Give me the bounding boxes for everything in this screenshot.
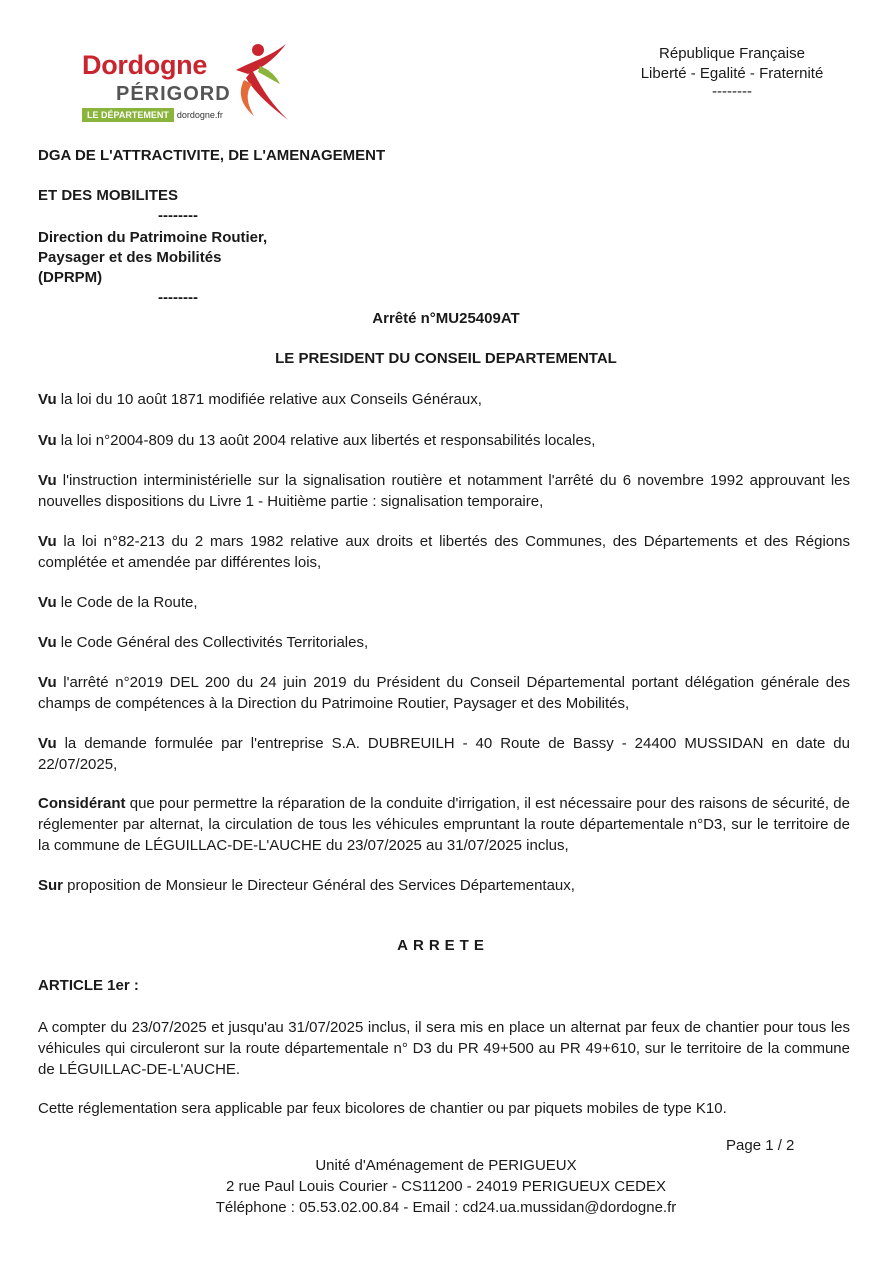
- consideration-lead: Considérant: [38, 795, 126, 812]
- logo-band: [82, 108, 223, 122]
- republic-motto: Liberté - Egalité - Fraternité: [640, 65, 824, 82]
- article-1-title: ARTICLE 1er :: [38, 977, 139, 994]
- consideration-text: l'instruction interministérielle sur la signalisation routière et notamment l'arrêté du 6 novembre 1992 approuvant les nouvelles dispositions du Livre 1 - Huitième partie : signalisation temporaire,: [38, 472, 850, 510]
- authority-title: LE PRESIDENT DU CONSEIL DEPARTEMENTAL: [275, 350, 617, 367]
- direction-line2: Paysager et des Mobilités: [38, 249, 222, 266]
- consideration-text: la loi n°2004-809 du 13 août 2004 relative aux libertés et responsabilités locales,: [56, 432, 596, 449]
- republic-separator: --------: [712, 83, 752, 100]
- consideration-text: l'arrêté n°2019 DEL 200 du 24 juin 2019 du Président du Conseil Départemental portant délégation générale des champs de compétences à la Direction du Patrimoine Routier, Paysager et des Mobilités,: [38, 674, 850, 712]
- consideration-lead: Vu: [38, 674, 57, 691]
- logo-word-dordogne: Dordogne: [82, 50, 208, 80]
- dga-title-line2: ET DES MOBILITES: [38, 187, 179, 204]
- consideration-8: [38, 733, 850, 775]
- logo-word-perigord: PÉRIGORD: [116, 83, 231, 105]
- consideration-text: le Code Général des Collectivités Territoriales,: [56, 634, 369, 651]
- republic-block: [620, 44, 844, 100]
- consideration-3: [38, 470, 850, 512]
- consideration-text: que pour permettre la réparation de la conduite d'irrigation, il est nécessaire pour des raisons de sécurité, de réglementer par alternat, la circulation de tous les véhicules empruntant la route départementale n°D3, sur le territoire de la commune de LÉGUILLAC-DE-L'AUCHE du 23/07/2025 au 31/07/2025 inclus,: [38, 795, 850, 854]
- consideration-lead: Vu: [38, 594, 57, 611]
- logo-band-label: LE DÉPARTEMENT: [82, 108, 174, 122]
- running-figure-icon: [230, 40, 290, 124]
- consideration-lead: Vu: [38, 533, 57, 550]
- republic-name: République Française: [659, 45, 805, 62]
- direction-line3: (DPRPM): [38, 269, 103, 286]
- consideration-lead: Vu: [38, 735, 57, 752]
- footer-unit: Unité d'Aménagement de PERIGUEUX: [315, 1157, 577, 1174]
- article-1-paragraph-2: Cette réglementation sera applicable par feux bicolores de chantier ou par piquets mobiles de type K10.: [38, 1100, 727, 1117]
- consideration-text: le Code de la Route,: [56, 594, 198, 611]
- consideration-text: proposition de Monsieur le Directeur Général des Services Départementaux,: [63, 877, 575, 894]
- consideration-lead: Vu: [38, 391, 57, 408]
- consideration-lead: Vu: [38, 634, 57, 651]
- consideration-2: [38, 430, 850, 451]
- department-logo: [80, 40, 290, 124]
- header-separator-2: --------: [158, 289, 198, 306]
- arrete-heading: ARRETE: [397, 937, 489, 954]
- consideration-1: [38, 389, 850, 410]
- consideration-text: la loi du 10 août 1871 modifiée relative aux Conseils Généraux,: [56, 391, 482, 408]
- direction-line1: Direction du Patrimoine Routier,: [38, 229, 268, 246]
- consideration-4: [38, 531, 850, 573]
- consideration-lead: Sur: [38, 877, 64, 894]
- consideration-lead: Vu: [38, 432, 57, 449]
- consideration-6: [38, 632, 850, 653]
- page-number: Page 1 / 2: [726, 1137, 795, 1154]
- logo-band-site: dordogne.fr: [176, 110, 223, 120]
- arrete-number: Arrêté n°MU25409AT: [372, 310, 520, 327]
- consideration-5: [38, 592, 850, 613]
- consideration-text: la demande formulée par l'entreprise S.A. DUBREUILH - 40 Route de Bassy - 24400 MUSSIDAN en date du 22/07/2025,: [38, 735, 850, 773]
- header-separator-1: --------: [158, 207, 198, 224]
- article-1-paragraph-1: A compter du 23/07/2025 et jusqu'au 31/07/2025 inclus, il sera mis en place un alternat par feux de chantier pour tous les véhicules qui circuleront sur la route départementale n° D3 du PR 49+500 au PR 49+610, sur le territoire de la commune de LÉGUILLAC-DE-L'AUCHE.: [38, 1019, 850, 1078]
- consideration-9: [38, 793, 850, 856]
- consideration-text: la loi n°82-213 du 2 mars 1982 relative aux droits et libertés des Communes, des Départements et des Régions complétée et amendée par différentes lois,: [38, 533, 850, 571]
- consideration-10: [38, 875, 850, 896]
- footer-contact: Téléphone : 05.53.02.00.84 - Email : cd24.ua.mussidan@dordogne.fr: [215, 1199, 677, 1216]
- footer-address: 2 rue Paul Louis Courier - CS11200 - 24019 PERIGUEUX CEDEX: [226, 1178, 666, 1195]
- consideration-7: [38, 672, 850, 714]
- consideration-lead: Vu: [38, 472, 57, 489]
- dga-title-line1: DGA DE L'ATTRACTIVITE, DE L'AMENAGEMENT: [38, 147, 386, 164]
